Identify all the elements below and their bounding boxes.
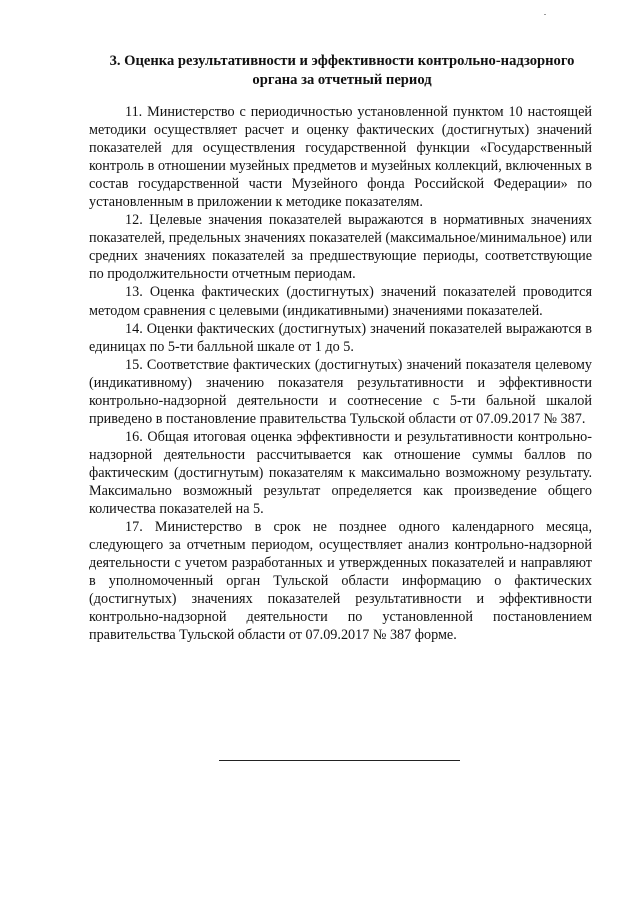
section-heading [92,52,592,90]
scan-speck [544,14,546,15]
paragraph-17: 17. Министерство в срок не позднее одного календарного месяца, следующего за отчетным периодом, осуществляет анализ контрольно-надзорной деятельности с учетом разработанных и утвержденных показателей и направляют в уполномоченный орган Тульской области информацию о фактических (достигнутых) значениях показателей результативности и эффективности контрольно-надзорной деятельности по установленной постановлением правительства Тульской области от 07.09.2017 № 387 форме. [89,519,592,644]
paragraph-16: 16. Общая итоговая оценка эффективности и результативности контрольно-надзорной деятельности рассчитывается как отношение суммы баллов по фактическим (достигнутым) показателям к максимально возможному результату. Максимально возможный результат определяется как произведение общего количества показателей на 5. [89,428,592,518]
paragraph-12: 12. Целевые значения показателей выражаются в нормативных значениях показателей, предельных значениях показателей (максимальное/минимальное) или средних значениях показателей за предшествующие периоды, соответствующие по продолжительности отчетным периодам. [89,212,592,283]
section-body [89,103,592,644]
paragraph-13: 13. Оценка фактических (достигнутых) значений показателей проводится методом сравнения с целевыми (индикативными) значениями показателей. [89,284,592,319]
section-heading-line-1: 3. Оценка результативности и эффективности контрольно-надзорного [109,53,575,69]
section-heading-line-2: органа за отчетный период [252,72,432,88]
end-of-document-rule [219,760,460,761]
paragraph-11: 11. Министерство с периодичностью установленной пунктом 10 настоящей методики осуществляет расчет и оценку фактических (достигнутых) значений показателей для осуществления государственной функции «Государственный контроль в отношении музейных предметов и музейных коллекций, включенных в состав государственной части Музейного фонда Российской Федерации» по установленным в приложении к методике показателям. [89,104,592,211]
paragraph-14: 14. Оценки фактических (достигнутых) значений показателей выражаются в единицах по 5-ти балльной шкале от 1 до 5. [89,320,592,355]
paragraph-15: 15. Соответствие фактических (достигнутых) значений показателя целевому (индикативному) значению показателя результативности и эффективности контрольно-надзорной деятельности и соотнесение с 5-ти бальной шкалой приведено в постановление правительства Тульской области от 07.09.2017 № 387. [89,356,592,427]
